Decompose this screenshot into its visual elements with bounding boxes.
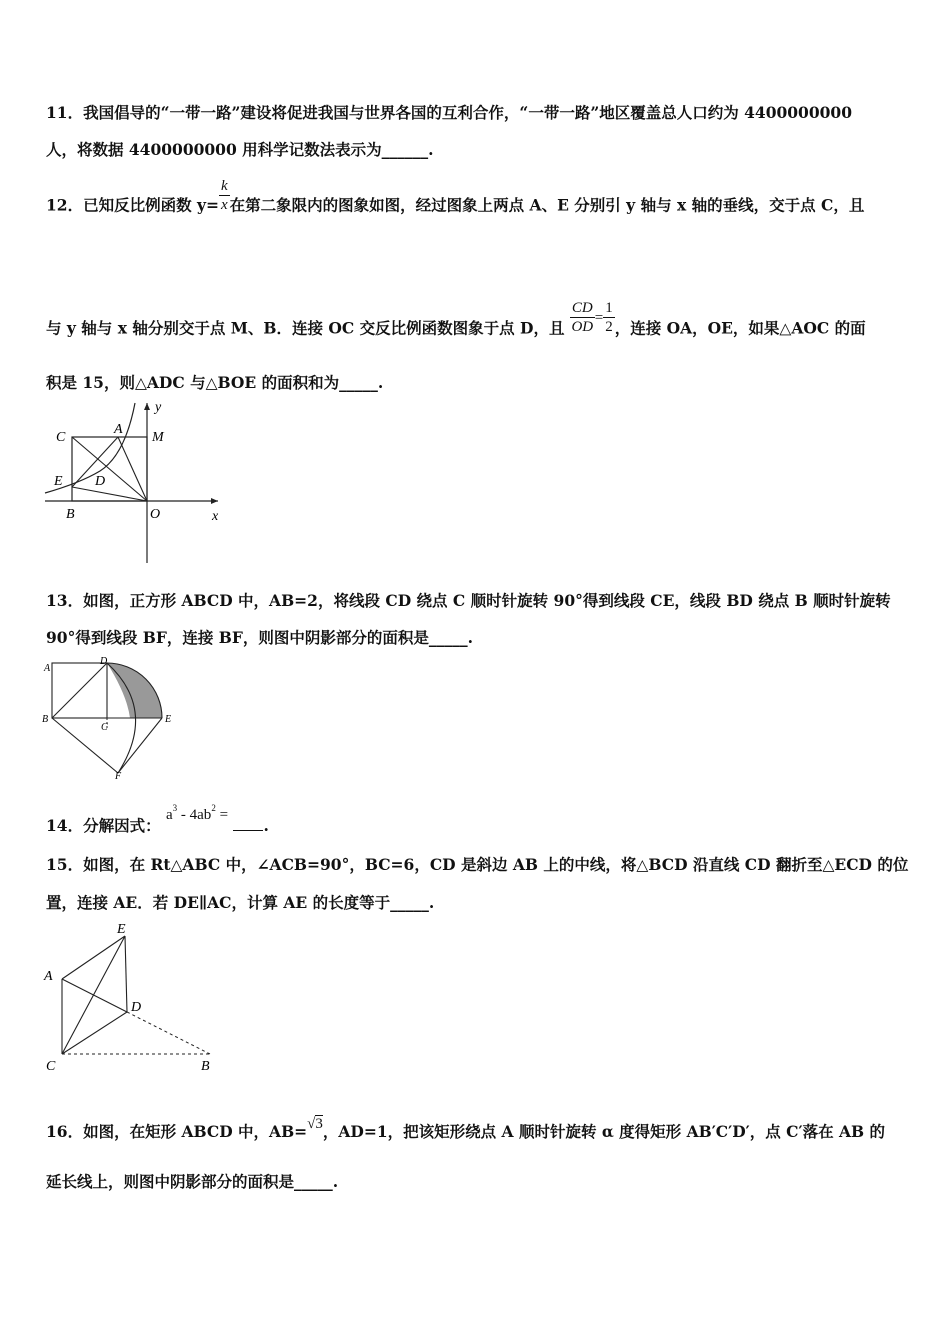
label-C: C	[46, 1059, 56, 1074]
q14-exp2: 2	[211, 803, 216, 813]
label-D: D	[95, 474, 106, 489]
q13-line1: 13．如图，正方形 ABCD 中，AB=2，将线段 CD 绕点 C 顺时针旋转 90°得到线段 CE，线段 BD 绕点 B 顺时针旋转	[46, 591, 891, 610]
q14-answer-blank	[233, 816, 263, 831]
label-B: B	[42, 714, 49, 725]
label-F: F	[115, 771, 122, 782]
q12-ratio-den: OD	[571, 319, 594, 335]
q16-sqrt-sym: √	[307, 1116, 316, 1132]
q11-line2: 人，将数据 4400000000 用科学记数法表示为______.	[46, 140, 434, 159]
q16-line1-suffix: ，AD=1，把该矩形绕点 A 顺时针旋转 α 度得矩形 AB′C′D′，点 C′落在 AB 的	[322, 1122, 885, 1141]
label-C: C	[101, 722, 108, 733]
q14-a: a	[165, 807, 173, 823]
q13-line2: 90°得到线段 BF，连接 BF，则图中阴影部分的面积是_____.	[46, 628, 473, 647]
label-y: y	[155, 400, 162, 415]
label-D: D	[100, 656, 108, 667]
label-C: C	[56, 430, 66, 445]
q14-expression	[165, 803, 229, 823]
y-axis-arrow-icon	[144, 403, 150, 410]
label-B: B	[201, 1059, 210, 1074]
q12-half-den: 2	[605, 319, 613, 335]
q15-figure	[40, 918, 225, 1076]
q16-sqrt-val: 3	[315, 1116, 323, 1132]
segment-db-dashed	[127, 1012, 210, 1054]
q16-line2: 延长线上，则图中阴影部分的面积是_____.	[46, 1172, 339, 1191]
q12-figure	[40, 395, 230, 567]
q14-exp3: 3	[172, 803, 178, 813]
q12-line1-suffix: 在第二象限内的图象如图，经过图象上两点 A、E 分别引 y 轴与 x 轴的垂线，交于点 C，且	[229, 195, 865, 215]
segment-oa	[118, 437, 147, 501]
q11-line1: 11．我国倡导的“一带一路”建设将促进我国与世界各国的互利合作，“一带一路”地区覆盖总人口约为 4400000000	[46, 103, 852, 122]
q16-line1-prefix: 16．如图，在矩形 ABCD 中，AB=	[46, 1122, 308, 1141]
segment-bd	[52, 663, 107, 718]
segment-ef	[118, 718, 162, 773]
q12-frac-den: x	[220, 197, 228, 213]
q12-half-num: 1	[605, 300, 613, 316]
label-O: O	[150, 507, 161, 522]
segment-ae	[62, 936, 125, 979]
q12-ratio-half	[603, 299, 615, 336]
q12-line1-prefix: 12．已知反比例函数 y=	[46, 195, 219, 215]
q16-line1	[46, 1116, 885, 1143]
q16-sqrt3	[307, 1116, 323, 1132]
segment-bf	[52, 718, 118, 773]
segment-oe	[72, 487, 147, 501]
segment-cd	[62, 1012, 127, 1054]
segment-ed	[125, 936, 127, 1012]
label-E: E	[165, 714, 172, 725]
label-B: B	[66, 507, 75, 522]
q12-line1	[46, 178, 865, 225]
q13-figure	[40, 655, 180, 785]
q14-line	[46, 803, 269, 837]
label-D: D	[131, 1000, 142, 1015]
label-E: E	[54, 474, 63, 489]
label-M: M	[152, 430, 164, 445]
label-A: A	[44, 969, 53, 984]
q14-end: .	[263, 816, 269, 835]
q15-line1: 15．如图，在 Rt△ABC 中，∠ACB=90°，BC=6，CD 是斜边 AB 上的中线，将△BCD 沿直线 CD 翻折至△ECD 的位	[46, 855, 909, 874]
q12-frac-num: k	[220, 178, 228, 194]
q12-line3: 积是 15，则△ADC 与△BOE 的面积和为_____.	[46, 373, 384, 392]
label-A: A	[44, 663, 51, 674]
label-x: x	[212, 509, 219, 524]
q12-fraction-k-over-x	[219, 177, 230, 214]
q12-ratio-eq: =	[594, 309, 604, 326]
q14-eq: =	[215, 807, 229, 823]
q12-ratio-num: CD	[571, 300, 593, 316]
q14-mid: - 4ab	[177, 807, 212, 823]
q12-line2	[46, 300, 866, 348]
q15-line2: 置，连接 AE．若 DE∥AC，计算 AE 的长度等于_____.	[46, 893, 435, 912]
segment-ad	[62, 979, 127, 1012]
x-axis-arrow-icon	[211, 498, 218, 504]
label-E: E	[117, 922, 126, 937]
q12-ratio-cd-od	[570, 299, 595, 336]
q12-line2-prefix: 与 y 轴与 x 轴分别交于点 M、B．连接 OC 交反比例函数图象于点 D，且	[46, 318, 565, 338]
q12-line2-suffix: ，连接 OA，OE，如果△AOC 的面	[614, 318, 866, 338]
q14-label: 14．分解因式：	[46, 816, 161, 835]
label-A: A	[114, 422, 123, 437]
segment-ce	[62, 936, 125, 1054]
